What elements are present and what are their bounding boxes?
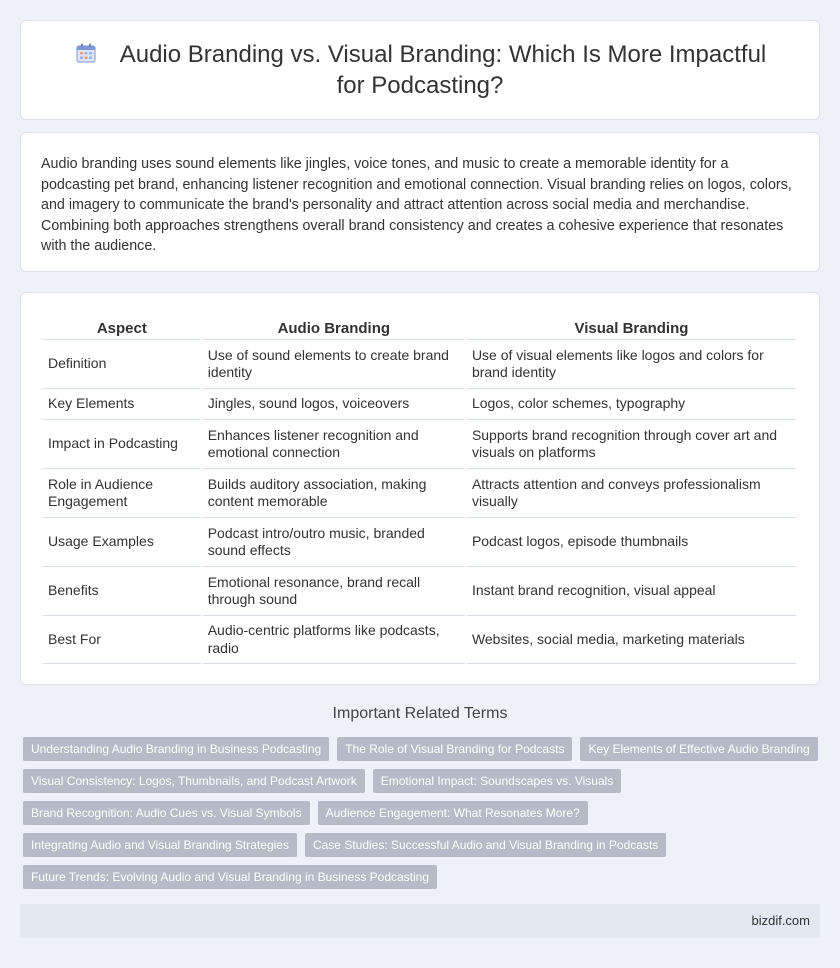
calendar-icon [74,41,98,65]
table-cell-aspect: Definition [43,339,201,388]
table-row [43,566,796,615]
related-term-tag[interactable]: Visual Consistency: Logos, Thumbnails, and Podcast Artwork [23,769,365,793]
table-cell-visual: Use of visual elements like logos and colors for brand identity [467,339,796,388]
table-cell-visual: Websites, social media, marketing materials [467,615,796,664]
related-terms-list [23,737,823,889]
title-card [20,20,820,120]
related-term-tag[interactable]: The Role of Visual Branding for Podcasts [337,737,572,761]
table-cell-aspect: Usage Examples [43,517,201,566]
table-header-row [43,315,796,339]
table-cell-aspect: Best For [43,615,201,664]
table-cell-visual: Attracts attention and conveys professionalism visually [467,468,796,517]
table-cell-visual: Podcast logos, episode thumbnails [467,517,796,566]
related-terms-heading: Important Related Terms [332,705,508,722]
table-row [43,615,796,664]
intro-card [20,132,820,272]
table-cell-audio: Podcast intro/outro music, branded sound effects [203,517,465,566]
related-term-tag[interactable]: Case Studies: Successful Audio and Visual Branding in Podcasts [305,833,666,857]
intro-text: Audio branding uses sound elements like jingles, voice tones, and music to create a memorable identity for a podcasting pet brand, enhancing listener recognition and emotional connection. Visual branding relies on logos, colors, and imagery to communicate the brand's personality and attract attention across social media and merchandise. Combining both approaches strengthens overall brand consistency and creates a cohesive experience that resonates with the audience. [41,156,792,254]
related-term-tag[interactable]: Future Trends: Evolving Audio and Visual Branding in Business Podcasting [23,865,437,889]
table-row [43,468,796,517]
page-title [61,39,779,101]
related-term-tag[interactable]: Key Elements of Effective Audio Branding [580,737,817,761]
table-cell-visual: Logos, color schemes, typography [467,388,796,419]
table-row [43,339,796,388]
column-header-audio-branding: Audio Branding [277,320,391,337]
column-header-aspect: Aspect [96,320,147,337]
table-cell-audio: Builds auditory association, making content memorable [203,468,465,517]
related-term-tag[interactable]: Understanding Audio Branding in Business Podcasting [23,737,329,761]
related-term-tag[interactable]: Emotional Impact: Soundscapes vs. Visuals [373,769,622,793]
table-cell-audio: Audio-centric platforms like podcasts, radio [203,615,465,664]
table-cell-aspect: Impact in Podcasting [43,419,201,468]
table-row [43,388,796,419]
table-cell-visual: Instant brand recognition, visual appeal [467,566,796,615]
related-term-tag[interactable]: Audience Engagement: What Resonates More? [318,801,588,825]
table-row [43,419,796,468]
column-header-visual-branding: Visual Branding [574,320,689,337]
table-cell-audio: Enhances listener recognition and emotional connection [203,419,465,468]
footer-site-link[interactable]: bizdif.com [751,913,810,928]
related-term-tag[interactable]: Brand Recognition: Audio Cues vs. Visual Symbols [23,801,310,825]
table-cell-audio: Use of sound elements to create brand identity [203,339,465,388]
table-cell-aspect: Role in Audience Engagement [43,468,201,517]
title-text: Audio Branding vs. Visual Branding: Which Is More Impactful for Podcasting? [119,41,767,99]
table-cell-audio: Jingles, sound logos, voiceovers [203,388,465,419]
table-cell-audio: Emotional resonance, brand recall through sound [203,566,465,615]
table-cell-visual: Supports brand recognition through cover art and visuals on platforms [467,419,796,468]
table-cell-aspect: Benefits [43,566,201,615]
comparison-table [41,315,798,664]
footer [20,904,820,938]
table-cell-aspect: Key Elements [43,388,201,419]
comparison-table-card [20,292,820,685]
table-row [43,517,796,566]
related-term-tag[interactable]: Integrating Audio and Visual Branding Strategies [23,833,297,857]
